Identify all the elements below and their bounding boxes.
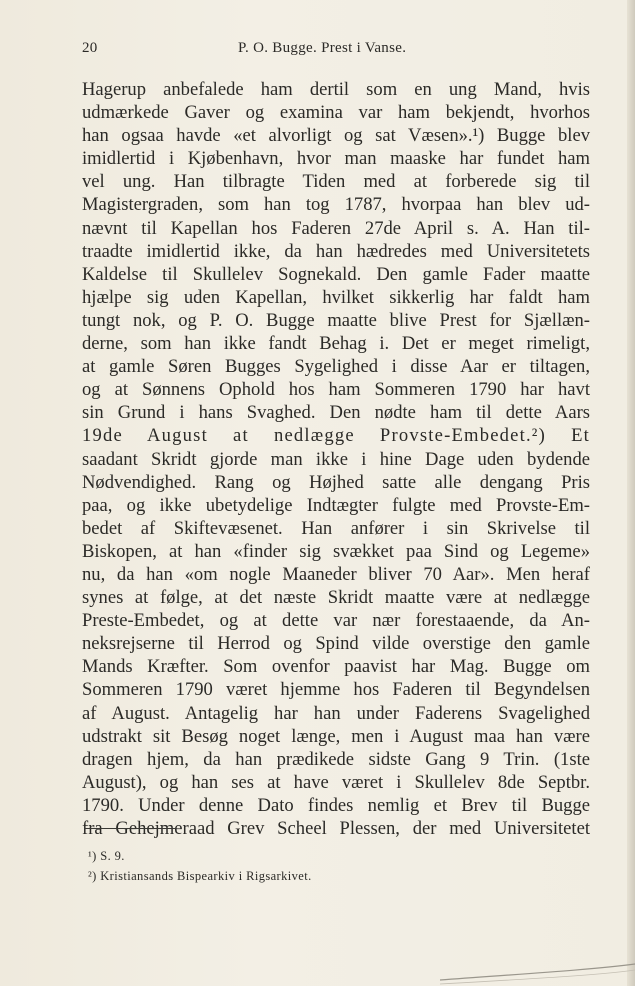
footnotes: [88, 846, 488, 886]
text-line: Magistergraden, som han tog 1787, hvorpaa han blev ud-: [82, 194, 590, 216]
page-header: [82, 40, 560, 64]
text-line: saadant Skridt gjorde man ikke i hine Dage uden bydende: [82, 448, 590, 470]
text-line: Biskopen, at han «finder sig svækket paa Sind og Legeme»: [82, 540, 590, 562]
text-line: Hagerup anbefalede ham dertil som en ung Mand, hvis: [82, 79, 590, 100]
text-line: af August. Antagelig har han under Faderens Svagelighed: [82, 702, 590, 724]
text-line: sin Grund i hans Svaghed. Den nødte ham til dette Aars: [82, 402, 590, 424]
running-head: P. O. Bugge. Prest i Vanse.: [238, 40, 407, 56]
text-line: bedet af Skiftevæsenet. Han anfører i sin Skrivelse til: [82, 517, 590, 539]
text-line: imidlertid i Kjøbenhavn, hvor man maaske har fundet ham: [82, 148, 590, 170]
text-line: August), og han ses at have været i Skullelev 8de Septbr.: [82, 771, 590, 793]
text-line: paa, og ikke ubetydelige Indtægter fulgte med Provste-Em-: [82, 494, 590, 516]
text-line: han ogsaa havde «et alvorligt og sat Væsen».¹) Bugge blev: [82, 125, 590, 147]
page-curl-shadow: [440, 960, 635, 986]
text-line: dragen hjem, da han prædikede sidste Gang 9 Trin. (1ste: [82, 748, 590, 770]
text-line: nævnt til Kapellan hos Faderen 27de April s. A. Han til-: [82, 217, 590, 239]
text-line: udstrakt sit Besøg noget længe, men i August maa han være: [82, 725, 590, 747]
footnote: ¹) S. 9.: [88, 849, 125, 863]
text-line: Nødvendighed. Rang og Højhed satte alle dengang Pris: [82, 471, 590, 493]
page-edge: [627, 0, 635, 986]
text-line: tungt nok, og P. O. Bugge maatte blive Prest for Sjællæn-: [82, 309, 590, 331]
footnote-divider: [84, 828, 176, 829]
footnote: ²) Kristiansands Bispearkiv i Rigsarkivet.: [88, 869, 312, 883]
text-line: hjælpe sig uden Kapellan, hvilket sikkerlig har faldt ham: [82, 286, 590, 308]
text-line: fra Gehejmeraad Grev Scheel Plessen, der med Universitetet: [82, 818, 590, 839]
text-line: Sommeren 1790 været hjemme hos Faderen til Begyndelsen: [82, 679, 590, 701]
text-line: Kaldelse til Skullelev Sognekald. Den gamle Fader maatte: [82, 263, 590, 285]
text-line: at gamle Søren Bugges Sygelighed i disse Aar er tiltagen,: [82, 356, 590, 378]
text-line: 1790. Under denne Dato findes nemlig et Brev til Bugge: [82, 794, 590, 816]
text-line: udmærkede Gaver og examina var ham bekjendt, hvorhos: [82, 102, 590, 124]
text-line: nu, da han «om nogle Maaneder bliver 70 Aar». Men heraf: [82, 563, 590, 585]
text-line: derne, som han ikke fandt Behag i. Det er meget rimeligt,: [82, 333, 590, 355]
text-line: Preste-Embedet, og at dette var nær forestaaende, da An-: [82, 610, 590, 632]
text-line: neksrejserne til Herrod og Spind vilde overstige den gamle: [82, 633, 590, 655]
text-line: vel ung. Han tilbragte Tiden med at forberede sig til: [82, 171, 590, 193]
text-line: 19de August at nedlægge Provste-Embedet.²) Et: [82, 425, 590, 447]
body-text: [82, 78, 590, 840]
text-line: Mands Kræfter. Som ovenfor paavist har Mag. Bugge om: [82, 656, 590, 678]
page-number: 20: [82, 40, 98, 56]
text-line: traadte imidlertid ikke, da han hædredes med Universitetets: [82, 240, 590, 262]
text-line: synes at følge, at det næste Skridt maatte være at nedlægge: [82, 587, 590, 609]
text-line: og at Sønnens Ophold hos ham Sommeren 1790 har havt: [82, 379, 590, 401]
